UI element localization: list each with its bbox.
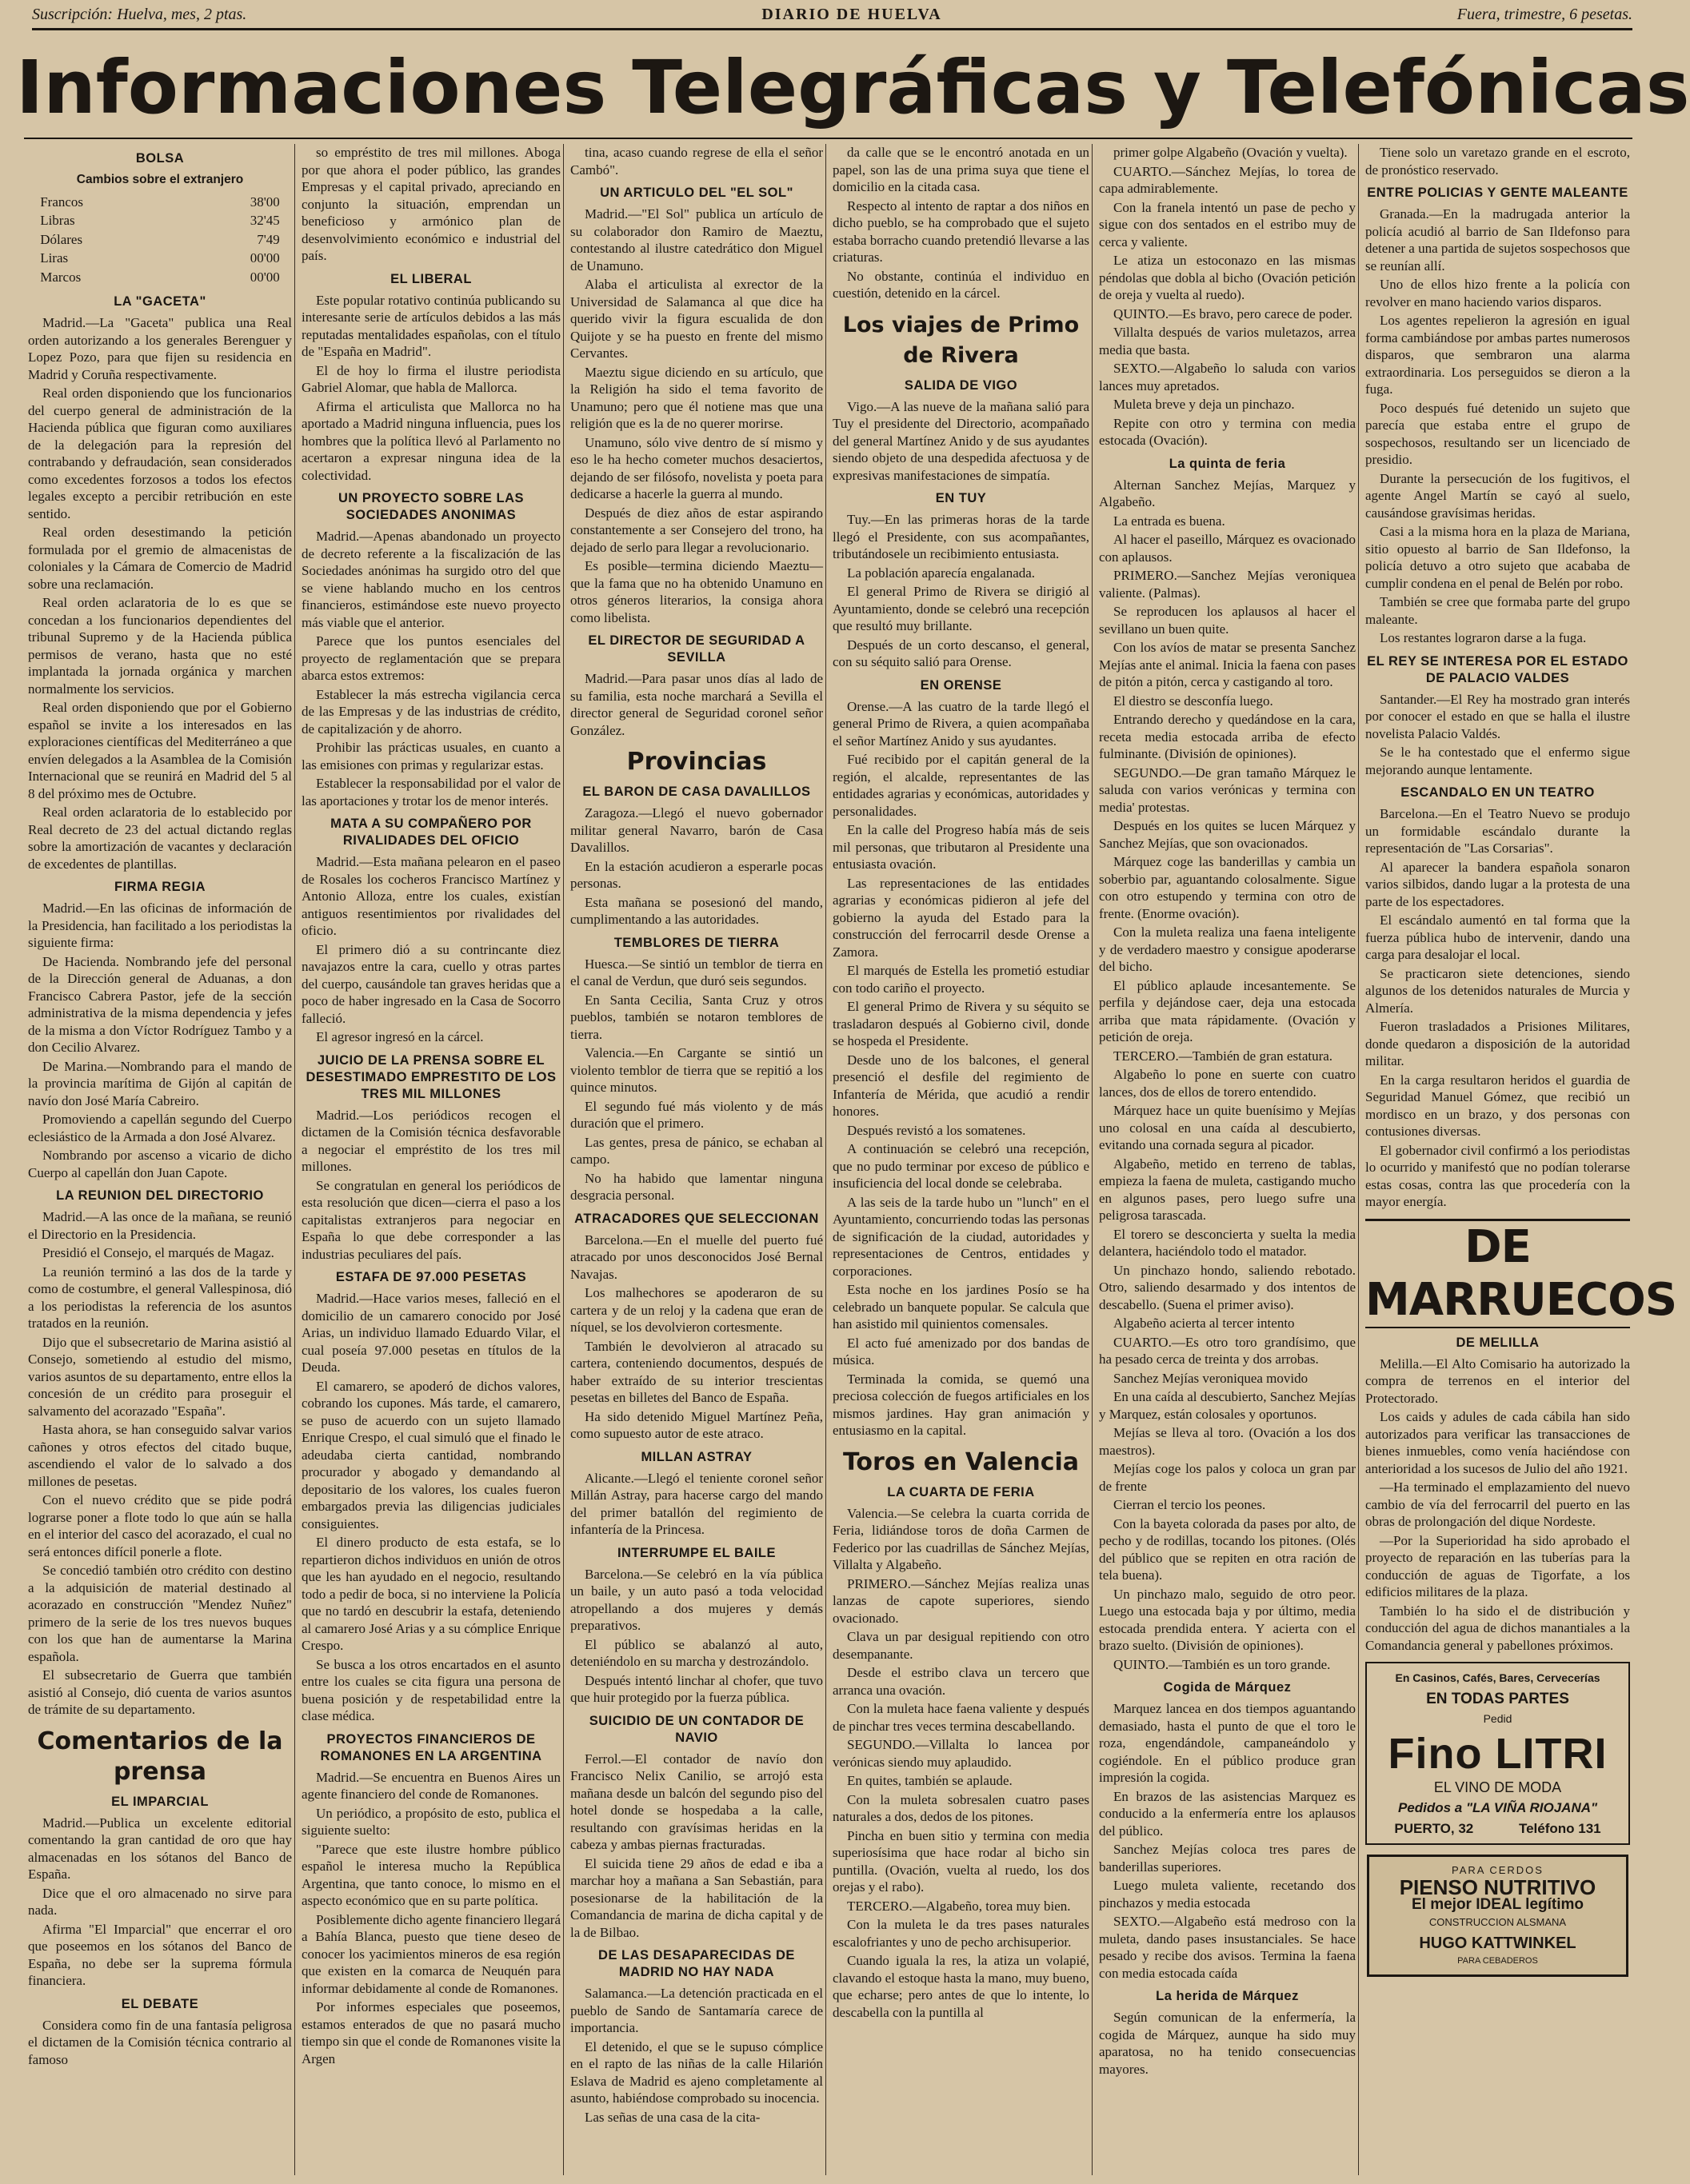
article-heading: ESTAFA DE 97.000 PESETAS xyxy=(335,1270,527,1284)
article-text: El marqués de Estella les prometió estudiar con todo cariño el proyecto. xyxy=(833,963,1089,996)
article-text: Ferrol.—El contador de navío don Francisco Nelix Canilio, se arrojó esta mañana desde un balcón del segundo piso del hotel donde se hospedaba a la calle, resultando con gravísimas heridas en la cabeza y ambas piernas fracturadas. xyxy=(570,1751,823,1852)
article-text: Melilla.—El Alto Comisario ha autorizado la compra de terrenos en el interior del Protectorado. xyxy=(1365,1356,1630,1406)
article-text: Luego muleta valiente, recetando dos pinchazos y media estocada xyxy=(1099,1878,1356,1911)
article-text: Unamuno, sólo vive dentro de sí mismo y eso le ha hecho cometer muchos desaciertos, dejando de ser filósofo, novelista y poeta para dedicarse a hacerle la guerra al mundo. xyxy=(570,434,823,501)
article-heading: ESCANDALO EN UN TEATRO xyxy=(1400,785,1595,800)
article-text: Villalta después de varios muletazos, arrea media que basta. xyxy=(1099,325,1356,357)
article-heading: La quinta de feria xyxy=(1169,456,1286,471)
article-text: Zaragoza.—Llegó el nuevo gobernador militar general Navarro, barón de Casa Davalillos. xyxy=(570,805,823,855)
article-text: También lo ha sido el de distribución y conducción del agua de dichos manantiales a la Comandancia general y pabellones próximos. xyxy=(1365,1603,1630,1653)
bolsa-label: Liras xyxy=(40,250,69,266)
article-text: Madrid.—A las once de la mañana, se reunió el Directorio en la Presidencia. xyxy=(28,1209,292,1242)
section-heading: DE MARRUECOS xyxy=(1365,1219,1630,1328)
article-text: Nombrando por ascenso a vicario de dicho Cuerpo al capellán don Juan Capote. xyxy=(28,1148,292,1180)
article-text: Madrid.—La "Gaceta" publica una Real orden autorizando a los generales Berenguer y Lopez Pozo, para que fijen su residencia en Madrid y Coruña respectivamente. xyxy=(28,315,292,382)
article-text: Madrid.—Para pasar unos días al lado de su familia, esta noche marchará a Sevilla el director general de Seguridad coronel señor González. xyxy=(570,671,823,738)
article-heading: FIRMA REGIA xyxy=(114,880,206,894)
article-text: De Hacienda. Nombrando jefe del personal de la Dirección general de Aduanas, a don Francisco Cabrera Pastor, jefe de la sección administrativa de la misma dependencia y jefes de la misma a don Víctor Rodríguez Tambo y a don Cecilio Alvarez. xyxy=(28,953,292,1055)
article-text: El de hoy lo firma el ilustre periodista Gabriel Alomar, que habla de Mallorca. xyxy=(302,362,561,395)
article-text: Pincha en buen sitio y termina con media superiosísima que hace rodar al bicho sin puntilla. (Ovación, vuelta al ruedo, los dos orejas y el rabo). xyxy=(833,1827,1089,1895)
article-heading: EL DEBATE xyxy=(121,1996,199,2011)
article-text: Madrid.—Se encuentra en Buenos Aires un agente financiero del conde de Romanones. xyxy=(302,1769,561,1802)
article-text: Hasta ahora, se han conseguido salvar varios cañones y otros efectos del citado buque, ascendiendo el valor de lo salvado a dos millones de pesetas. xyxy=(28,1422,292,1489)
article-text: Cuando iguala la res, la atiza un volapié, clavando el estoque hasta la mano, muy bueno, que echarse; pero antes de que lo intente, lo descabella con la puntilla al xyxy=(833,1953,1089,2020)
article-text: Salamanca.—La detención practicada en el pueblo de Sando de Santamaría carece de importancia. xyxy=(570,1986,823,2035)
ad-text: En Casinos, Cafés, Bares, Cervecerías xyxy=(1395,1671,1600,1684)
article-text: Uno de ellos hizo frente a la policía con revolver en mano haciendo varios disparos. xyxy=(1365,277,1630,309)
article-heading: MILLAN ASTRAY xyxy=(641,1449,753,1464)
article-text: Real orden aclaratoria de lo establecido por Real decreto de 23 del actual dictando reglas sobre la amortización de vacantes y declaración de excedentes de plantillas. xyxy=(28,805,292,872)
bolsa-value: 38'00 xyxy=(250,194,280,210)
article-text: Le atiza un estoconazo en las mismas péndolas que dobla al bicho (Ovación petición de oreja y vuelta al ruedo). xyxy=(1099,253,1356,302)
article-text: CUARTO.—Es otro toro grandísimo, que ha pesado cerca de treinta y dos arrobas. xyxy=(1099,1334,1356,1367)
article-text: La población aparecía engalanada. xyxy=(847,565,1036,581)
article-heading: LA CUARTA DE FERIA xyxy=(887,1484,1035,1499)
article-text: Considera como fin de una fantasía peligrosa el dictamen de la Comisión técnica contrario al famoso xyxy=(28,2017,292,2067)
article-text: En quites, también se aplaude. xyxy=(847,1773,1013,1788)
article-text: Durante la persecución de los fugitivos, el agente Angel Martín se cayó al suelo, causándose gravísimas heridas. xyxy=(1365,470,1630,521)
article-text: El torero se desconcierta y suelta la media delantera, haciéndolo todo el matador. xyxy=(1099,1226,1356,1259)
article-heading: EN ORENSE xyxy=(920,677,1002,693)
article-text: Con la muleta le da tres pases naturales escalofriantes y uno de pecho archisuperior. xyxy=(833,1917,1089,1950)
article-text: CUARTO.—Sánchez Mejías, lo torea de capa admirablemente. xyxy=(1099,163,1356,196)
article-text: Esta noche en los jardines Posío se ha celebrado un banquete popular. Se calcula que han asistido mil quinientos comensales. xyxy=(833,1282,1089,1332)
article-heading: EL BARON DE CASA DAVALILLOS xyxy=(582,785,811,799)
article-text: Algabeño acierta al tercer intento xyxy=(1113,1316,1295,1331)
ad-text: Pedidos a "LA VIÑA RIOJANA" xyxy=(1397,1800,1598,1815)
article-text: Márquez hace un quite buenísimo y Mejías uno colosal en una caída al descubierto, evitando una cornada segura al picador. xyxy=(1099,1103,1356,1152)
article-text: No ha habido que lamentar ninguna desgracia personal. xyxy=(570,1170,823,1203)
article-text: Santander.—El Rey ha mostrado gran interés por conocer el estado en que se halla el ilustre novelista Palacio Valdés. xyxy=(1365,691,1630,741)
ad-text: PARA CEBADEROS xyxy=(1457,1955,1538,1966)
article-text: En brazos de las asistencias Marquez es conducido a la enfermería entre los aplausos del público. xyxy=(1099,1788,1356,1839)
article-text: Después intentó linchar al chofer, que tuvo que huir protegido por la fuerza pública. xyxy=(570,1672,823,1705)
article-text: SEGUNDO.—Villalta lo lancea por verónicas siendo muy aplaudido. xyxy=(833,1737,1089,1770)
article-text: El general Primo de Rivera y su séquito se trasladaron después al Gobierno civil, donde se hospeda el Presidente. xyxy=(833,999,1089,1048)
column-2 xyxy=(294,144,561,2175)
article-text: TERCERO.—También de gran estatura. xyxy=(1113,1048,1333,1064)
article-text: Clava un par desigual repitiendo con otro desempanante. xyxy=(833,1629,1089,1662)
article-text: Madrid.—"El Sol" publica un artículo de su colaborador don Ramiro de Maeztu, contestando al ilustre catedrático don Miguel de Unamuno. xyxy=(570,206,823,273)
article-heading: EL IMPARCIAL xyxy=(111,1794,209,1809)
article-text: Afirma el articulista que Mallorca no ha aportado a Madrid ninguna influencia, pues los hombres que la política llevó al Parlamento no acertaron a expresar ninguna idea de la colectividad. xyxy=(302,398,561,483)
article-text: Real orden aclaratoria de lo es que se concedan a los funcionarios dependientes del tribunal Supremo y de la Hacienda pública permisos de verano, hasta que no esté implantada la jornada orgánica y marchen normalmente los servicios. xyxy=(28,595,292,697)
section-heading: Los viajes de Primo de Rivera xyxy=(842,312,1080,368)
article-text: Madrid.—Publica un excelente editorial comentando la gran cantidad de oro que hay almacenadas en los sótanos del Banco de España. xyxy=(28,1815,292,1882)
article-text: El público aplaude incesantemente. Se perfila y dejándose caer, deja una estocada arriba que mata rápidamente. (Ovación y petición de oreja. xyxy=(1099,977,1356,1044)
article-text: El gobernador civil confirmó a los periodistas lo ocurrido y manifestó que no podían tolerarse estas cosas, contra las que procedería con la mayor energía. xyxy=(1365,1142,1630,1209)
article-text: Al hacer el paseillo, Márquez es ovacionado con aplausos. xyxy=(1099,532,1356,565)
article-text: Con la muleta hace faena valiente y después de pinchar tres veces termina descabellando. xyxy=(833,1701,1089,1734)
ad-text: CONSTRUCCION ALSMANA xyxy=(1428,1915,1567,1928)
top-bar xyxy=(32,2,1632,30)
article-text: Después en los quites se lucen Márquez y Sanchez Mejías, que son ovacionados. xyxy=(1099,818,1356,851)
article-text: El suicida tiene 29 años de edad e iba a marchar hoy a mañana a San Sebastián, para posesionarse de la habilitación de la Comandancia de marina de dicha capital y de la de Bilbao. xyxy=(570,1855,823,1940)
article-text: Márquez coge las banderillas y cambia un soberbio par, aguantando colosalmente. Sigue con otro estupendo y termina con otro de frente. (Enorme ovación). xyxy=(1099,854,1356,921)
article-text: Alicante.—Llegó el teniente coronel señor Millán Astray, para hacerse cargo del mando del primer batallón del regimiento de infantería de la Princesa. xyxy=(570,1470,823,1537)
column-5 xyxy=(1092,144,1356,2175)
article-text: Afirma "El Imparcial" que encerrar el oro que poseemos en los sótanos del Banco de España, no debe ser la suprema fórmula financiera. xyxy=(28,1921,292,1988)
article-text: En Santa Cecilia, Santa Cruz y otros pueblos, también se notaron temblores de tierra. xyxy=(570,992,823,1042)
article-text: SEGUNDO.—De gran tamaño Márquez le saluda con varios verónicas y termina con media' protestas. xyxy=(1099,765,1356,815)
article-text: El acto fué amenizado por dos bandas de música. xyxy=(833,1335,1089,1367)
article-text: Fueron trasladados a Prisiones Militares, donde quedaron a disposición de la autoridad militar. xyxy=(1365,1019,1630,1068)
article-text: Los caids y adules de cada cábila han sido autorizados para verificar las transacciones de bienes inmuebles, como venía haciéndose con anterioridad a los sucesos de Julio del año 1921. xyxy=(1365,1409,1630,1476)
article-text: Poco después fué detenido un sujeto que parecía que estaba entre el grupo de sospechosos, resultando ser un licenciado de presidio. xyxy=(1365,400,1630,467)
table-row xyxy=(40,194,280,211)
article-text: No obstante, continúa el individuo en cuestión, detenido en la cárcel. xyxy=(833,268,1089,301)
article-text: Es posible—termina diciendo Maeztu—que la fama que no ha obtenido Unamuno en otros géneros literarios, la consiga ahora como libelista. xyxy=(570,558,823,625)
article-text: Valencia.—En Cargante se sintió un violento temblor de tierra que se repitió a los quince minutos. xyxy=(570,1045,823,1095)
article-text: Establecer la responsabilidad por el valor de las aportaciones y trotar los de menor interés. xyxy=(302,776,561,809)
article-text: Alternan Sanchez Mejías, Marquez y Algabeño. xyxy=(1099,477,1356,509)
article-text: Con la franela intentó un pase de pecho y sigue con dos sentados en el estribo muy de cerca y valiente. xyxy=(1099,199,1356,250)
article-text: Sanchez Mejías coloca tres pares de banderillas superiores. xyxy=(1099,1842,1356,1875)
column-1 xyxy=(28,144,292,2175)
article-text: Fué recibido por el capitán general de la región, el alcalde, representantes de las entidades agrarias y económicas, autoridades y personalidades. xyxy=(833,752,1089,819)
bolsa-value: 7'49 xyxy=(257,231,280,247)
article-text: Entrando derecho y quedándose en la cara, receta media estocada arriba de efecto fulminante. (División de opiniones). xyxy=(1099,712,1356,761)
article-heading: UN PROYECTO SOBRE LAS SOCIEDADES ANONIMAS xyxy=(338,491,525,522)
article-heading: EL LIBERAL xyxy=(390,271,472,286)
article-text: Tiene solo un varetazo grande en el escroto, de pronóstico reservado. xyxy=(1365,145,1630,178)
article-text: Se practicaron siete detenciones, siendo algunos de los detenidos naturales de Murcia y Almería. xyxy=(1365,965,1630,1016)
article-text: Muleta breve y deja un pinchazo. xyxy=(1113,397,1295,412)
article-text: Un pinchazo malo, seguido de otro peor. Luego una estocada baja y por último, media estocada prendida entera. Y acierta con el brazo suelto. (División de opiniones). xyxy=(1099,1586,1356,1653)
article-heading: EN TUY xyxy=(935,491,987,505)
article-text: El escándalo aumentó en tal forma que la fuerza pública hubo de intervenir, dando una carga para desalojar el local. xyxy=(1365,912,1630,962)
article-text: Dice que el oro almacenado no sirve para nada. xyxy=(28,1885,292,1918)
table-row xyxy=(40,212,280,230)
bolsa-value: 00'00 xyxy=(250,250,280,266)
article-text: Después de diez años de estar aspirando constantemente a ser Consejero del trono, ha dejado de serlo para llegar a revolucionario. xyxy=(570,505,823,555)
article-heading: MATA A SU COMPAÑERO POR RIVALIDADES DEL OFICIO xyxy=(330,817,532,848)
article-heading: UN ARTICULO DEL "EL SOL" xyxy=(600,186,793,200)
article-text: Real orden desestimando la petición formulada por el gremio de almacenistas de coloniales y la Cámara de Comercio de Madrid sobre una reclamación. xyxy=(28,525,292,592)
article-heading: SALIDA DE VIGO xyxy=(904,377,1018,393)
article-text: La reunión terminó a las dos de la tarde y como de costumbre, el general Vallespinosa, dió a los periodistas la referencia de los asuntos tratados en la reunión. xyxy=(28,1264,292,1331)
article-text: so empréstito de tres mil millones. Aboga por que ahora el poder público, las grandes Empresas y el capital privado, apreciando en conjunto la situación, emprendan un beneficioso y armónico plan de desenvolvimiento económico e industrial del país. xyxy=(302,145,561,263)
article-text: Se le ha contestado que el enfermo sigue mejorando aunque lentamente. xyxy=(1365,745,1630,777)
article-text: Ha sido detenido Miguel Martínez Peña, como supuesto autor de este atraco. xyxy=(570,1408,823,1441)
article-text: Por informes especiales que poseemos, estamos enterados de que no pasará mucho tiempo sin que el conde de Romanones visite la Argen xyxy=(302,1999,561,2066)
article-text: QUINTO.—Es bravo, pero carece de poder. xyxy=(1113,305,1352,321)
article-text: Las gentes, presa de pánico, se echaban al campo. xyxy=(570,1134,823,1167)
article-text: Huesca.—Se sintió un temblor de tierra en el canal de Verdun, que duró seis segundos. xyxy=(570,956,823,988)
article-text: Mejías coge los palos y coloca un gran par de frente xyxy=(1099,1461,1356,1494)
ad-brand: PIENSO NUTRITIVO xyxy=(1399,1875,1596,1899)
article-text: Orense.—A las cuatro de la tarde llegó el general Primo de Rivera, a quien acompañaba el señor Martínez Anido y sus ayudantes. xyxy=(833,698,1089,749)
article-text: PRIMERO.—Sanchez Mejías veroniquea valiente. (Palmas). xyxy=(1099,568,1356,601)
subscription-info: Suscripción: Huelva, mes, 2 ptas. xyxy=(32,6,247,23)
article-text: Se concedió también otro crédito con destino a la adquisición de material destinado al acorazado en construcción "Mendez Nuñez" primero de la serie de los tres nuevos buques con los que han de aumentarse la Marina española. xyxy=(28,1563,292,1664)
article-text: Los agentes repelieron la agresión en igual forma cambiándose por ambas partes numerosos disparos, que sembraron una alarma extraordinaria. Los perseguidos se dieron a la fuga. xyxy=(1365,313,1630,397)
article-text: Madrid.—Hace varios meses, falleció en el domicilio de un camarero conocido por José Arias, un individuo llamado Eduardo Vilar, el cual poseía 97.000 pesetas en títulos de la Deuda. xyxy=(302,1291,561,1375)
article-text: "Parece que este ilustre hombre público español le interesa mucho la República Argentina, que tanto conoce, lo mismo en el aspecto económico que en su parte política. xyxy=(302,1841,561,1908)
table-row xyxy=(40,269,280,286)
article-text: da calle que se le encontró anotada en un papel, son las de una prima suya que tiene el domicilio en la citada casa. xyxy=(833,145,1089,194)
article-text: Con el nuevo crédito que se pide podrá lograrse poner a flote todo lo que aún se halla en el interior del casco del acorazado, el cual no será entonces difícil ponerle a flote. xyxy=(28,1492,292,1559)
bolsa-table xyxy=(38,192,282,288)
bolsa-label: Francos xyxy=(40,194,84,210)
article-text: Real orden disponiendo que los funcionarios del cuerpo general de administración de la Hacienda pública que figuran como auxiliares de la delegación para la represión del contrabando y defraudación, sean considerados como excedentes forzosos a todos los efectos legales excepto a percibir retribución en este sentido. xyxy=(28,385,292,521)
ad-text: Pedid xyxy=(1483,1712,1512,1725)
article-text: Terminada la comida, se quemó una preciosa colección de fuegos artificiales en los mismos jardines. Hay gran animación y entusiasmo en la capital. xyxy=(833,1371,1089,1438)
advertisement-pienso xyxy=(1367,1855,1628,1977)
article-text: Las señas de una casa de la cita- xyxy=(585,2109,761,2125)
article-text: Establecer la más estrecha vigilancia cerca de las Empresas y de las industrias de crédito, de capitalización y de ahorro. xyxy=(302,686,561,737)
article-text: Los restantes lograron darse a la fuga. xyxy=(1380,630,1587,645)
article-text: Maeztu sigue diciendo en su artículo, que la Religión ha sido el tema favorito de Unamuno; pero que él notiene mas que una religión que es la de no querer morirse. xyxy=(570,364,823,431)
bolsa-subheading: Cambios sobre el extranjero xyxy=(76,173,244,186)
article-text: También se cree que formaba parte del grupo maleante. xyxy=(1365,594,1630,627)
article-heading: TEMBLORES DE TIERRA xyxy=(613,935,780,950)
article-text: Las representaciones de las entidades agrarias y económicas pidieron al jefe del gobierno la ayuda del Estado para la construcción del ferrocarril desde Orense a Zamora. xyxy=(833,875,1089,960)
article-text: Con la muleta realiza una faena inteligente y de verdadero maestro y consigue apoderarse del bicho. xyxy=(1099,924,1356,974)
article-text: Sanchez Mejías veroniquea movido xyxy=(1113,1370,1308,1386)
article-text: Después revistó a los somatenes. xyxy=(847,1122,1026,1138)
bolsa-value: 00'00 xyxy=(250,269,280,285)
bolsa-heading: BOLSA xyxy=(135,151,185,166)
article-text: Parece que los puntos esenciales del proyecto de reglamentación que se prepara abarca estos extremos: xyxy=(302,633,561,683)
column-3 xyxy=(563,144,823,2175)
article-text: Desde el estribo clava un tercero que arranca una ovación. xyxy=(833,1665,1089,1698)
article-text: Se reproducen los aplausos al hacer el sevillano un buen quite. xyxy=(1099,604,1356,637)
article-text: También le devolvieron al atracado su cartera, conteniendo documentos, después de haber extraído de su interior trescientas pesetas en billetes del Banco de España. xyxy=(570,1338,823,1405)
advertisement-fino-litri xyxy=(1365,1662,1630,1845)
article-text: Respecto al intento de raptar a dos niños en dicho pueblo, se ha comprobado que el sujeto estaba borracho cuando pretendió llevarse a las criaturas. xyxy=(833,198,1089,265)
article-text: En la carga resultaron heridos el guardia de Seguridad Manuel Gómez, que recibió un mordisco en un brazo, y dos personas con contusiones diversas. xyxy=(1365,1072,1630,1139)
article-text: Desde uno de los balcones, el general presenció el desfile del regimiento de Infantería de Mérida, que acudió a rendir honores. xyxy=(833,1052,1089,1119)
article-text: Madrid.—Apenas abandonado un proyecto de decreto referente a la fiscalización de las Sociedades anónimas ha surgido otro del que se viene hablando mucho en los centros financieros, estimándose este nuevo proyecto más viable que el anterior. xyxy=(302,529,561,630)
article-text: Barcelona.—En el muelle del puerto fué atracado por unos desconocidos José Bernal Navajas. xyxy=(570,1232,823,1282)
article-text: El segundo fué más violento y de más duración que el primero. xyxy=(570,1098,823,1131)
article-text: Con la bayeta colorada da pases por alto, de pecho y de rodillas, tocando los pitones. (Olés del público que se repiten en otra ración de tela buena). xyxy=(1099,1515,1356,1583)
ad-address: PUERTO, 32 xyxy=(1394,1820,1474,1836)
article-text: Mejías se lleva al toro. (Ovación a los dos maestros). xyxy=(1099,1425,1356,1458)
article-text: Valencia.—Se celebra la cuarta corrida de Feria, lidiándose toros de doña Carmen de Federico por las cuadrillas de Sánchez Mejías, Villalta y Algabeño. xyxy=(833,1505,1089,1572)
bolsa-label: Libras xyxy=(40,213,75,228)
bolsa-label: Marcos xyxy=(40,269,82,285)
article-text: Según comunican de la enfermería, la cogida de Márquez, aunque ha sido muy aparatosa, no ha tenido consecuencias mayores. xyxy=(1099,2010,1356,2077)
article-heading: EL REY SE INTERESA POR EL ESTADO DE PALACIO VALDES xyxy=(1367,653,1628,685)
article-heading: JUICIO DE LA PRENSA SOBRE EL DESESTIMADO EMPRESTITO DE LOS TRES MIL MILLONES xyxy=(306,1052,557,1101)
article-text: Se busca a los otros encartados en el asunto entre los cuales se cita figura una persona de buena posición y de respetabilidad entre la clase médica. xyxy=(302,1656,561,1723)
article-text: A continuación se celebró una recepción, que no pudo terminar por exceso de público e insuficiencia del local donde se celebraba. xyxy=(833,1141,1089,1191)
article-text: El detenido, el que se le supuso cómplice en el rapto de las niñas de la calle Hilarión Eslava de Madrid es ajeno completamente al asunto, habiéndose comprobado su inocencia. xyxy=(570,2038,823,2106)
article-text: primer golpe Algabeño (Ovación y vuelta). xyxy=(1113,145,1348,160)
ad-phone: Teléfono 131 xyxy=(1518,1820,1601,1836)
article-text: Repite con otro y termina con media estocada (Ovación). xyxy=(1099,415,1356,448)
article-heading: DE LAS DESAPARECIDAS DE MADRID NO HAY NADA xyxy=(598,1948,795,1979)
article-text: Cierran el tercio los peones. xyxy=(1113,1497,1266,1512)
article-text: El agresor ingresó en la cárcel. xyxy=(316,1029,484,1044)
article-text: Vigo.—A las nueve de la mañana salió para Tuy el presidente del Directorio, acompañado del general Martínez Anido y de sus ayudantes siendo objeto de una despedida afectuosa y de expresivas manifestaciones de simpatía. xyxy=(833,398,1089,483)
article-heading: La herida de Márquez xyxy=(1156,1989,1299,2003)
article-text: Alaba el articulista al exrector de la Universidad de Salamanca al que dice ha querido vivir la figura escualida de don Quijote y se ha puesto en frente del mismo Cervantes. xyxy=(570,277,823,361)
article-text: Presidió el Consejo, el marqués de Magaz. xyxy=(42,1245,274,1260)
ad-brand: Fino LITRI xyxy=(1388,1729,1608,1778)
bolsa-label: Dólares xyxy=(40,231,83,247)
article-text: —Por la Superioridad ha sido aprobado el proyecto de reparación en las tuberías para la conducción de aguas de Tigorfate, a los edificios militares de la plaza. xyxy=(1365,1532,1630,1599)
ad-contact xyxy=(1372,1820,1624,1838)
article-text: Un pinchazo hondo, saliendo rebotado. Otro, saliendo desarmado y dos intentos de descabello. (Suena el primer aviso). xyxy=(1099,1262,1356,1312)
article-text: Con la muleta sobresalen cuatro pases naturales a dos, dedos de los pitones. xyxy=(833,1791,1089,1824)
article-heading: DE MELILLA xyxy=(1456,1335,1540,1350)
article-heading: INTERRUMPE EL BAILE xyxy=(617,1545,777,1560)
article-heading: LA REUNION DEL DIRECTORIO xyxy=(56,1188,264,1203)
article-heading: SUICIDIO DE UN CONTADOR DE NAVIO xyxy=(589,1713,805,1745)
subscription-outside: Fuera, trimestre, 6 pesetas. xyxy=(1456,6,1632,23)
column-4 xyxy=(825,144,1089,2175)
article-text: Madrid.—Esta mañana pelearon en el paseo de Rosales los cocheros Francisco Martínez y Antonio Alloza, entre los cuales, existían antiguos resentimientos por rivalidades del oficio. xyxy=(302,854,561,938)
article-text: Dijo que el subsecretario de Marina asistió al Consejo, sometiendo al estudio del mismo, varios asuntos de su departamento, entre ellos la concesión de un crédito para proseguir el salvamento del acorazado "España". xyxy=(28,1334,292,1419)
article-heading: LA "GACETA" xyxy=(114,294,206,309)
section-heading: Comentarios de la prensa xyxy=(37,1727,283,1786)
article-text: El camarero, se apoderó de dichos valores, cobrando los cupones. Más tarde, el camarero, se puso de acuerdo con un sujeto llamado Enrique Crespo, el cual simuló que el finado le adeudaba cierta cantidad, nombrando procurador y abogado y demandando al depositario de los valores, los cuales fueron embargados previa las diligencias judiciales consiguientes. xyxy=(302,1378,561,1531)
article-text: El dinero producto de esta estafa, se lo repartieron dichos individuos en unión de otros que les han ayudado en el negocio, resultando todo a pedir de boca, si no interviene la Policía que no tardó en descubrir la estafa, deteniendo al camarero José Arias y a su cómplice Enrique Crespo. xyxy=(302,1535,561,1653)
ad-text: HUGO KATTWINKEL xyxy=(1419,1934,1576,1952)
article-text: Este popular rotativo continúa publicando su interesante serie de artículos debidos a las más reputadas mentalidades españolas, con el título de "España en Madrid". xyxy=(302,292,561,359)
article-text: Promoviendo a capellán segundo del Cuerpo eclesiástico de la Armada a don José Alvarez. xyxy=(28,1112,292,1144)
article-text: SEXTO.—Algabeño está medroso con la muleta, dando pases insustanciales. Se hace pesado y recibe dos avisos. Termina la faena con media estocada caída xyxy=(1099,1914,1356,1981)
article-text: El general Primo de Rivera se dirigió al Ayuntamiento, donde se celebró una recepción que resultó muy brillante. xyxy=(833,584,1089,633)
section-heading: Provincias xyxy=(626,748,767,776)
column-6 xyxy=(1358,144,1677,2175)
bolsa-value: 32'45 xyxy=(250,213,280,228)
article-text: —Ha terminado el emplazamiento del nuevo cambio de vía del ferrocarril del puerto en las obras de prolongación del dique Nordeste. xyxy=(1365,1479,1630,1529)
newspaper-name: DIARIO DE HUELVA xyxy=(761,6,942,23)
article-text: Se congratulan en general los periódicos de esta resolución que dicen—cierra el paso a los capitalistas extranjeros para negociar en España lo que debe corresponder a las industrias peculiares del país. xyxy=(302,1177,561,1262)
article-text: Prohibir las prácticas usuales, en cuanto a las emisiones con primas y regularizar estas. xyxy=(302,740,561,773)
ad-text: El mejor IDEAL legítimo xyxy=(1411,1896,1584,1913)
article-heading: PROYECTOS FINANCIEROS DE ROMANONES EN LA ARGENTINA xyxy=(320,1731,542,1763)
ad-text: EN TODAS PARTES xyxy=(1426,1690,1569,1707)
masthead-rule xyxy=(24,138,1632,139)
article-heading: EL DIRECTOR DE SEGURIDAD A SEVILLA xyxy=(588,633,805,665)
article-text: El diestro se desconfía luego. xyxy=(1113,693,1273,709)
article-text: Después de un corto descanso, el general, con su séquito salió para Orense. xyxy=(833,637,1089,669)
article-text: La entrada es buena. xyxy=(1113,513,1225,529)
article-text: Los malhechores se apoderaron de su cartera y de un reloj y la cadena que eran de níquel, se los devolvieron cortesmente. xyxy=(570,1285,823,1335)
table-row xyxy=(40,250,280,267)
article-text: Casi a la misma hora en la plaza de Mariana, sitio opuesto al barrio de San Ildefonso, la policía detuvo a otro sujeto que acababa de cumplir condena en el penal de Belén por robo. xyxy=(1365,524,1630,591)
article-text: QUINTO.—También es un toro grande. xyxy=(1113,1656,1331,1672)
article-text: En una caída al descubierto, Sanchez Mejías y Marquez, están colosales y oportunos. xyxy=(1099,1389,1356,1422)
article-text: El subsecretario de Guerra que también asistió al Consejo, dió cuenta de varios asuntos de trámite de su departamento. xyxy=(28,1667,292,1717)
page-title: Informaciones Telegráficas y Telefónicas xyxy=(16,45,1690,130)
article-text: El primero dió a su contrincante diez navajazos entre la cara, cuello y otras partes del cuerpo, causándole tan graves heridas que a poco de haber ingresado en la Casa de Socorro falleció. xyxy=(302,941,561,1026)
article-text: PRIMERO.—Sánchez Mejías realiza unas lanzas de capote superiores, siendo ovacionado. xyxy=(833,1575,1089,1626)
article-text: Un periódico, a propósito de esto, publica el siguiente suelto: xyxy=(302,1805,561,1838)
article-text: TERCERO.—Algabeño, torea muy bien. xyxy=(847,1898,1071,1914)
article-text: Madrid.—En las oficinas de información de la Presidencia, han facilitado a los periodistas la siguiente firma: xyxy=(28,900,292,950)
article-text: SEXTO.—Algabeño lo saluda con varios lances muy apretados. xyxy=(1099,361,1356,393)
article-text: Con los avíos de matar se presenta Sanchez Mejías ante el animal. Inicia la faena con pases de pitón a pitón, cerca y castigando al toro. xyxy=(1099,640,1356,689)
article-text: En la estación acudieron a esperarle pocas personas. xyxy=(570,858,823,891)
ad-text: EL VINO DE MODA xyxy=(1433,1779,1562,1795)
article-text: Posiblemente dicho agente financiero llegará a Bahía Blanca, puesto que tiene deseo de conocer los yacimientos mineros de esa región que existen en la comarca de Neuquén para informar debidamente al conde de Romanones. xyxy=(302,1911,561,1996)
table-row xyxy=(40,231,280,249)
article-text: Madrid.—Los periódicos recogen el dictamen de la Comisión técnica desfavorable a negociar el empréstito de los tres mil millones. xyxy=(302,1107,561,1174)
article-text: Al aparecer la bandera española sonaron varios silbidos, dando lugar a la protesta de una parte de los espectadores. xyxy=(1365,859,1630,909)
article-text: tina, acaso cuando regrese de ella el señor Cambó". xyxy=(570,145,823,178)
article-heading: Cogida de Márquez xyxy=(1163,1680,1292,1695)
article-text: En la calle del Progreso había más de seis mil personas, que tributaron al Presidente una entusiasta ovación. xyxy=(833,822,1089,872)
article-text: Granada.—En la madrugada anterior la policía acudió al barrio de San Ildefonso para detener a una partida de sujetos sospechosos que se reunían allí. xyxy=(1365,206,1630,273)
article-text: A las seis de la tarde hubo un "lunch" en el Ayuntamiento, concurriendo todas las personas de significación de la ciudad, autoridades y representaciones de Centros, entidades y corporaciones. xyxy=(833,1194,1089,1279)
article-text: Marquez lancea en dos tiempos aguantando demasiado, hasta el punto de que el toro le roza, engendándole, campaneándolo y cogiéndole. En el público produce gran impresión la cogida. xyxy=(1099,1701,1356,1785)
article-text: Barcelona.—En el Teatro Nuevo se produjo un formidable escándalo durante la representación de "Las Corsarias". xyxy=(1365,806,1630,856)
article-heading: ENTRE POLICIAS Y GENTE MALEANTE xyxy=(1367,186,1628,200)
ad-text: PARA CERDOS xyxy=(1452,1864,1544,1876)
article-text: Real orden disponiendo que por el Gobierno español se invite a los interesados en las exploraciones científicas del Mediterráneo a que envíen delegados a la Asamblea de la Comisión Internacional que se reunirá en Madrid del 5 al 8 del próximo mes de Octubre. xyxy=(28,700,292,801)
article-text: Esta mañana se posesionó del mando, cumplimentando a las autoridades. xyxy=(570,894,823,927)
article-heading: ATRACADORES QUE SELECCIONAN xyxy=(574,1211,819,1226)
section-heading: Toros en Valencia xyxy=(842,1447,1080,1476)
article-text: El público se abalanzó al auto, deteniéndolo en su marcha y destrozándolo. xyxy=(570,1636,823,1669)
article-text: Algabeño, metido en terreno de tablas, empieza la faena de muleta, castigando mucho en algunos pases, pero luego sufre una peligrosa tarascada. xyxy=(1099,1156,1356,1223)
article-text: Barcelona.—Se celebró en la vía pública un baile, y un auto pasó a toda velocidad atropellando a dos mujeres y demás preparativos. xyxy=(570,1566,823,1633)
article-text: De Marina.—Nombrando para el mando de la provincia marítima de Gijón al capitán de navío don José María Cabreiro. xyxy=(28,1058,292,1108)
article-text: Algabeño lo pone en suerte con cuatro lances, dos de ellos de torero entendido. xyxy=(1099,1067,1356,1100)
article-text: Tuy.—En las primeras horas de la tarde llegó el Presidente, con sus acompañantes, tributándosele un recibimiento entusiasta. xyxy=(833,512,1089,561)
